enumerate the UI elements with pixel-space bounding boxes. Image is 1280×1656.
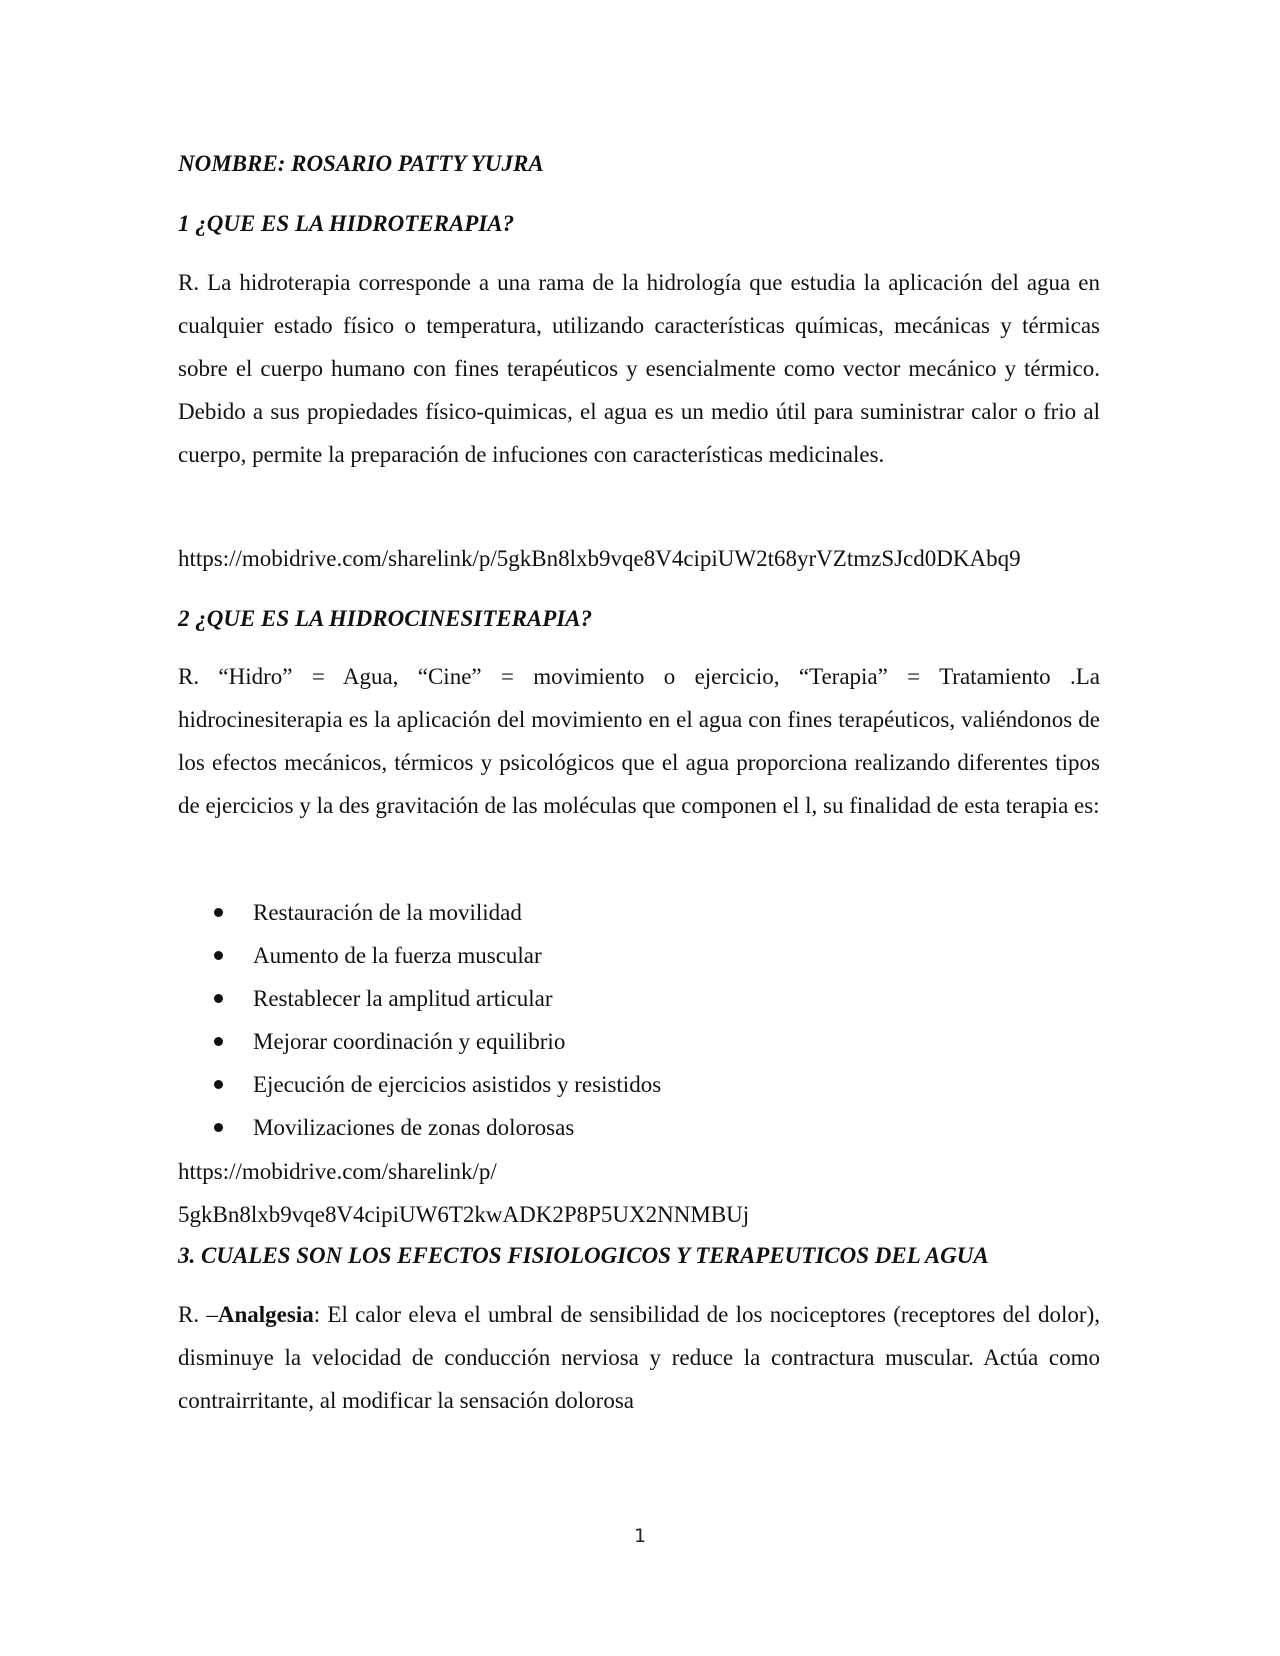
bullet-icon (214, 908, 223, 917)
question-2-link-line-2[interactable]: 5gkBn8lxb9vqe8V4cipiUW6T2kwADK2P8P5UX2NNMBUj (178, 1202, 750, 1227)
question-3-title: 3. CUALES SON LOS EFECTOS FISIOLOGICOS Y TERAPEUTICOS DEL AGUA (178, 1243, 989, 1268)
bullet-icon (214, 951, 223, 960)
question-2-link-line-1[interactable]: https://mobidrive.com/sharelink/p/ (178, 1159, 497, 1184)
question-2-title: 2 ¿QUE ES LA HIDROCINESITERAPIA? (178, 606, 593, 631)
list-item: Aumento de la fuerza muscular (178, 934, 1100, 977)
question-1-answer: R. La hidroterapia corresponde a una rama de la hidrología que estudia la aplicación del agua en cualquier estado físico o temperatura, utilizando características químicas, mecánicas y térmicas sobre el cuerpo humano con fines terapéuticos y esencialmente como vector mecánico y térmico. Debido a sus propiedades físico-quimicas, el agua es un medio útil para suministrar calor o frio al cuerpo, permite la preparación de infuciones con características medicinales. (178, 270, 1100, 467)
list-item: Mejorar coordinación y equilibrio (178, 1020, 1100, 1063)
question-1-link[interactable]: https://mobidrive.com/sharelink/p/5gkBn8lxb9vqe8V4cipiUW2t68yrVZtmzSJcd0DKAbq9 (178, 546, 1021, 571)
list-item: Ejecución de ejercicios asistidos y resistidos (178, 1063, 1100, 1106)
list-item: Movilizaciones de zonas dolorosas (178, 1106, 1100, 1149)
bullet-icon (214, 994, 223, 1003)
bullet-icon (214, 1037, 223, 1046)
student-name: NOMBRE: ROSARIO PATTY YUJRA (178, 151, 544, 176)
objectives-list (178, 891, 1100, 1149)
bullet-icon (214, 1123, 223, 1132)
list-item: Restablecer la amplitud articular (178, 977, 1100, 1020)
document-page (178, 0, 1100, 1656)
page-number: 1 (633, 1525, 647, 1547)
analgesia-term: Analgesia (217, 1302, 314, 1327)
bullet-icon (214, 1080, 223, 1089)
list-item: Restauración de la movilidad (178, 891, 1100, 934)
question-1-title: 1 ¿QUE ES LA HIDROTERAPIA? (178, 211, 515, 236)
question-3-answer: R. –Analgesia: El calor eleva el umbral de sensibilidad de los nociceptores (receptores del dolor), disminuye la velocidad de conducción nerviosa y reduce la contractura muscular. Actúa como contrairritante, al modificar la sensación dolorosa (178, 1302, 1100, 1413)
question-2-answer: R. “Hidro” = Agua, “Cine” = movimiento o ejercicio, “Terapia” = Tratamiento .La hidrocinesiterapia es la aplicación del movimiento en el agua con fines terapéuticos, valiéndonos de los efectos mecánicos, térmicos y psicológicos que el agua proporciona realizando diferentes tipos de ejercicios y la des gravitación de las moléculas que componen el l, su finalidad de esta terapia es: (178, 664, 1100, 818)
